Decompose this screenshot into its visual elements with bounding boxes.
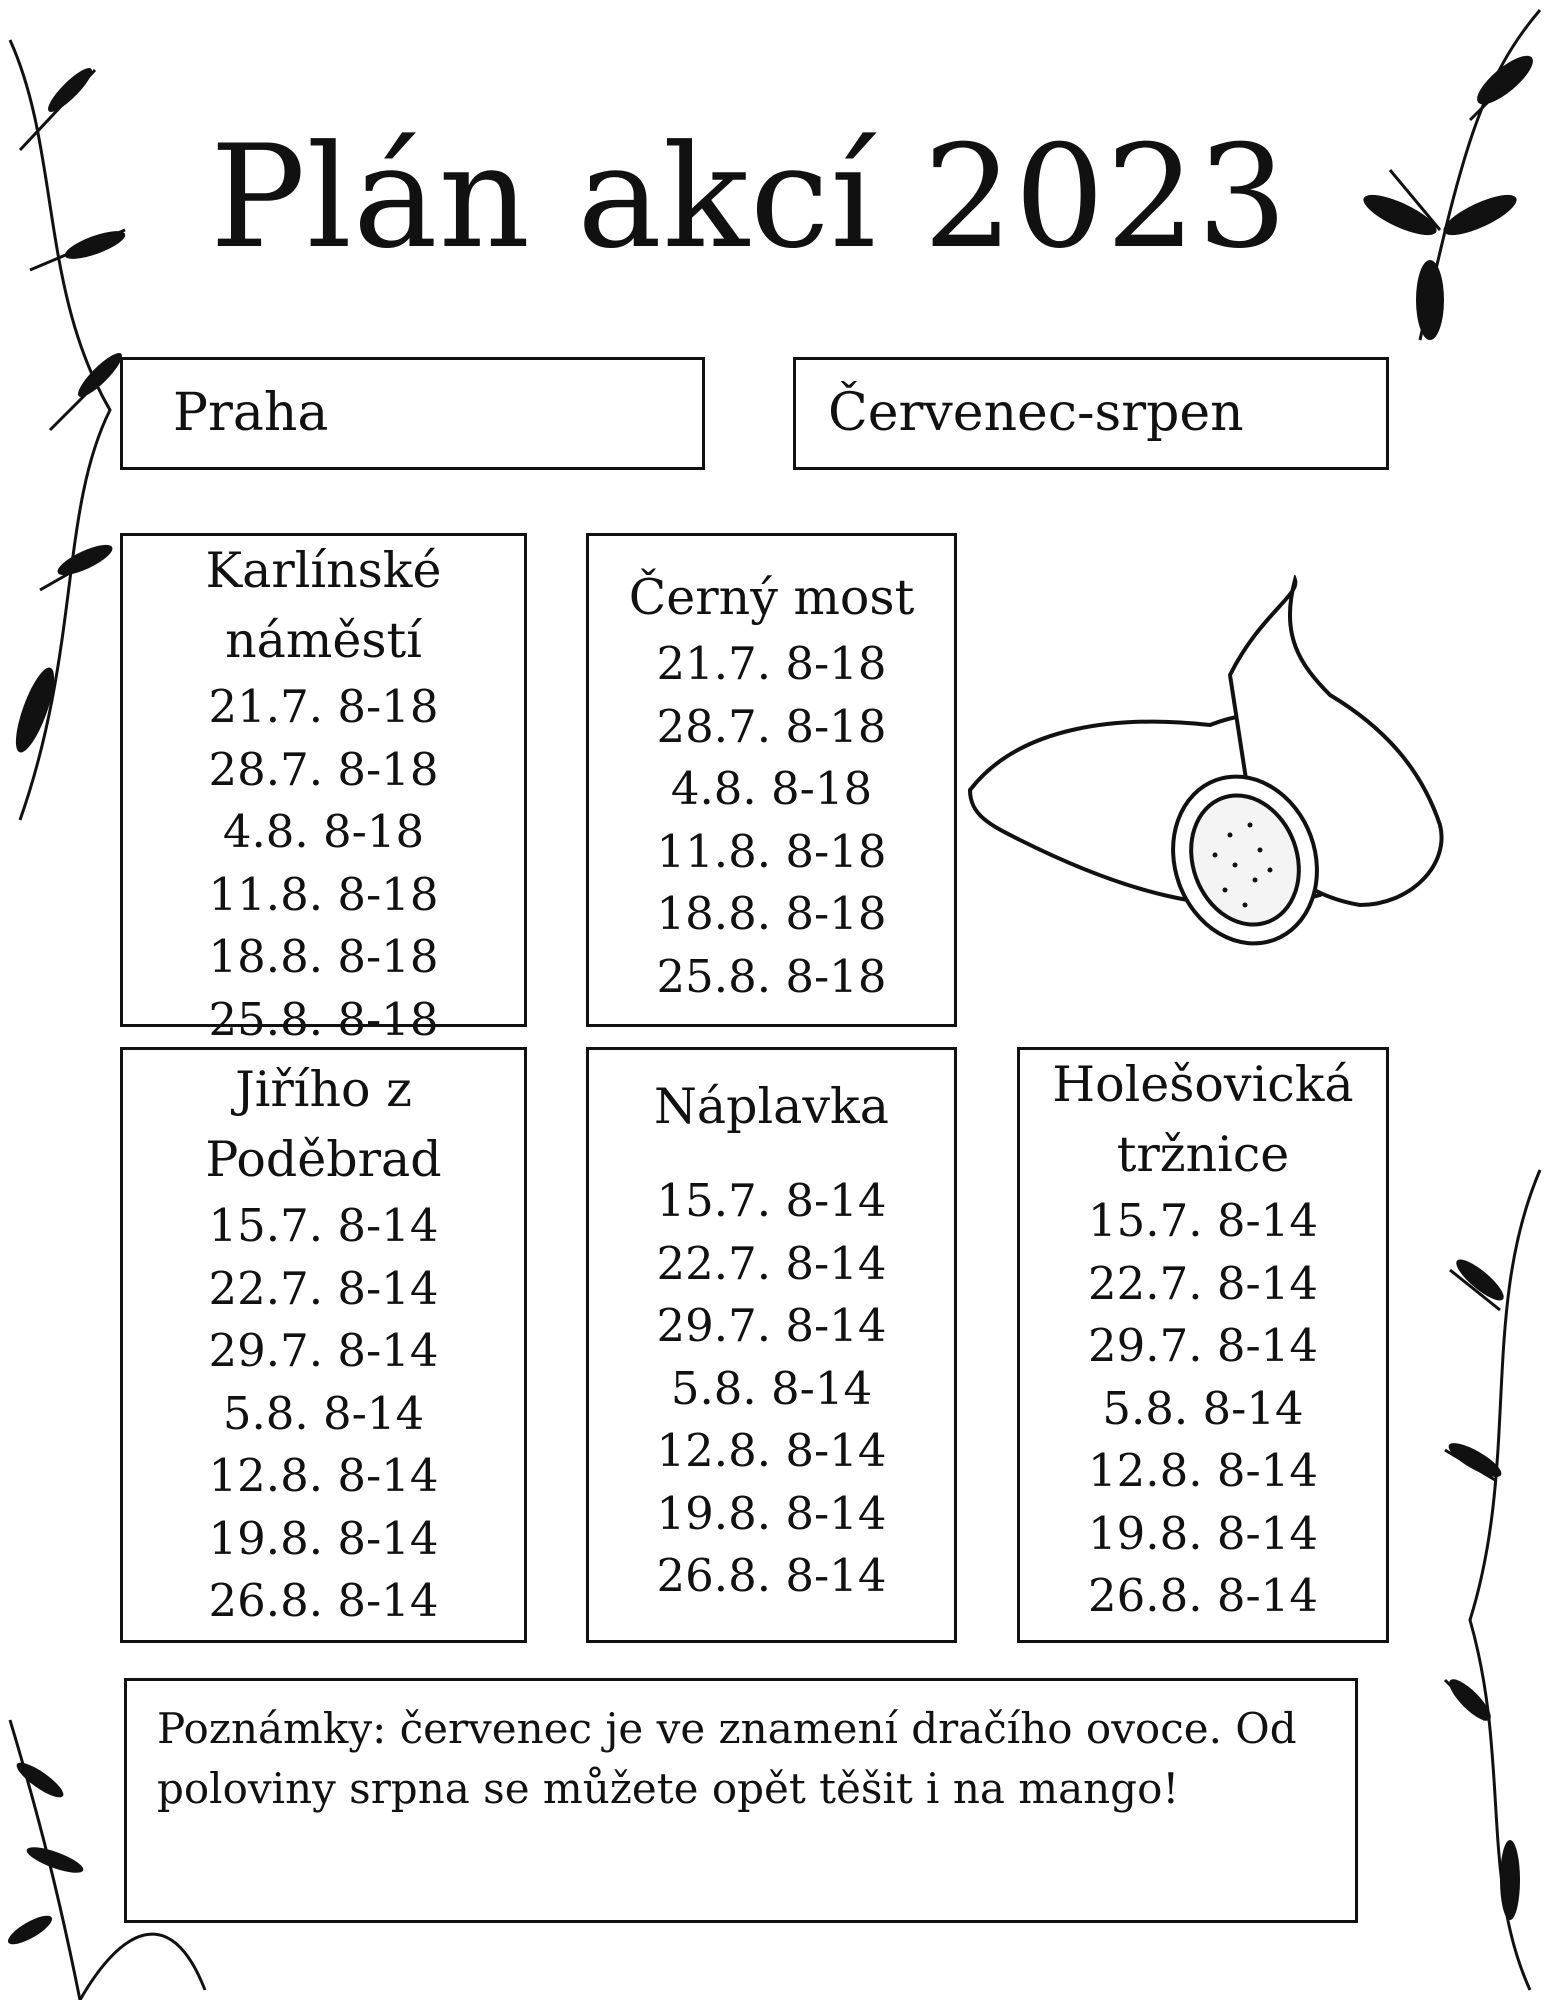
venue-name: Poděbrad — [205, 1131, 442, 1188]
date-list — [123, 1195, 524, 1633]
venue-name: Jiřího z — [235, 1061, 412, 1118]
date-list — [589, 1170, 954, 1608]
venue-card-jiriho-z-podebrad — [120, 1047, 527, 1643]
list-item: 22.7. 8-14 — [1088, 1256, 1318, 1310]
city-label: Praha — [173, 383, 329, 443]
list-item: 19.8. 8-14 — [208, 1511, 439, 1565]
venue-name: tržnice — [1116, 1126, 1290, 1183]
list-item: 12.8. 8-14 — [208, 1449, 439, 1502]
list-item: 15.7. 8-14 — [208, 1199, 439, 1252]
list-item: 4.8. 8-18 — [222, 805, 425, 858]
list-item: 25.8. 8-18 — [656, 949, 887, 1003]
list-item: 29.7. 8-14 — [1088, 1319, 1318, 1372]
list-item: 19.8. 8-14 — [1088, 1506, 1318, 1560]
list-item: 28.7. 8-18 — [656, 699, 887, 753]
venue-name: Náplavka — [654, 1078, 889, 1135]
list-item: 18.8. 8-18 — [208, 930, 439, 983]
list-item: 29.7. 8-14 — [656, 1299, 887, 1352]
list-item: 12.8. 8-14 — [1088, 1444, 1318, 1497]
leaf-branch-icon — [1440, 1160, 1545, 2000]
list-item: 4.8. 8-18 — [670, 762, 873, 815]
dragon-fruit-illustration — [960, 575, 1470, 975]
list-item: 22.7. 8-14 — [208, 1261, 439, 1315]
list-item: 29.7. 8-14 — [208, 1324, 439, 1377]
list-item: 26.8. 8-14 — [208, 1574, 439, 1627]
list-item: 15.7. 8-14 — [1088, 1194, 1318, 1247]
city-field — [120, 357, 705, 470]
venue-name: Černý most — [628, 569, 915, 626]
list-item: 5.8. 8-14 — [222, 1386, 425, 1440]
venue-card-naplavka — [586, 1047, 957, 1643]
list-item: 21.7. 8-18 — [208, 680, 439, 733]
leaf-branch-icon — [1330, 0, 1545, 360]
period-label: Červenec-srpen — [828, 383, 1244, 443]
list-item: 5.8. 8-14 — [670, 1361, 873, 1415]
list-item: 11.8. 8-18 — [208, 867, 439, 921]
list-item: 22.7. 8-14 — [656, 1236, 887, 1290]
notes-text: Poznámky: červenec je ve znamení dračího ovoce. Od poloviny srpna se můžete opět těšit i na mango! — [157, 1704, 1297, 1813]
venue-name: Holešovická — [1052, 1056, 1354, 1113]
list-item: 25.8. 8-18 — [208, 992, 439, 1046]
list-item: 12.8. 8-14 — [656, 1424, 887, 1477]
notes-box — [124, 1678, 1358, 1923]
date-list — [589, 633, 954, 1008]
venue-name: náměstí — [225, 612, 422, 669]
period-field — [793, 357, 1389, 470]
list-item: 15.7. 8-14 — [656, 1174, 887, 1227]
venue-card-holesovicka-trznice — [1017, 1047, 1389, 1643]
leaf-branch-icon — [0, 30, 135, 830]
list-item: 18.8. 8-18 — [656, 887, 887, 940]
page-title: Plán akcí 2023 — [210, 115, 1289, 280]
venue-card-cerny-most — [586, 533, 957, 1027]
list-item: 5.8. 8-14 — [1102, 1381, 1304, 1435]
date-list — [123, 676, 524, 1051]
list-item: 11.8. 8-18 — [656, 824, 887, 878]
venue-name: Karlínské — [205, 542, 442, 599]
venue-card-karlinske-namesti — [120, 533, 527, 1046]
list-item: 19.8. 8-14 — [656, 1486, 887, 1540]
list-item: 21.7. 8-18 — [656, 637, 887, 690]
date-list — [1020, 1190, 1386, 1628]
list-item: 26.8. 8-14 — [1088, 1569, 1318, 1622]
list-item: 26.8. 8-14 — [656, 1549, 887, 1602]
list-item: 28.7. 8-18 — [208, 742, 439, 796]
